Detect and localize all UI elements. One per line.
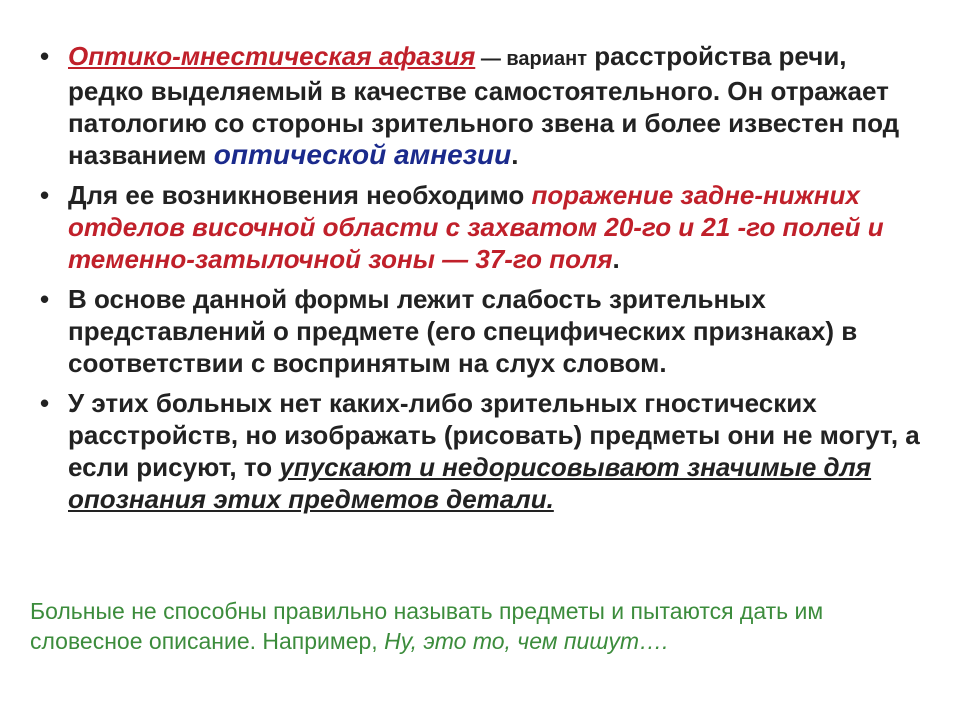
optical-amnesia-term: оптической амнезии: [213, 139, 512, 170]
bullet-item-3: [40, 283, 920, 379]
bullet-item-4: [40, 387, 920, 515]
bullet-list: [40, 40, 920, 523]
bullet-icon: •: [40, 180, 50, 210]
footer-text: Больные не способны правильно называть предметы и пытаются дать им словесное описание. Например,: [30, 598, 824, 654]
drawing-omission-text: упускают и недорисовывают значимые для опознания этих предметов детали.: [68, 452, 872, 514]
bullet-2-text: Для ее возникновения необходимо: [68, 180, 532, 210]
bullet-item-2: [40, 179, 920, 275]
dash-text: — вариант: [475, 48, 588, 70]
bullet-2-end: .: [612, 244, 620, 274]
term-title: Оптико-мнестическая афазия: [68, 41, 476, 71]
bullet-icon: •: [40, 41, 50, 71]
bullet-icon: •: [40, 284, 50, 314]
footer-example: Ну, это то, чем пишут….: [384, 628, 669, 654]
bullet-3-text: В основе данной формы лежит слабость зрительных представлений о предмете (его специфических признаках) в соответствии с воспринятым на слух словом.: [68, 284, 858, 378]
bullet-1-end: .: [511, 140, 519, 170]
bullet-1-text: расстройства речи, редко выделяемый в качестве самостоятельного. Он отражает патологию со стороны зрительного звена и более известен под названием: [68, 41, 900, 170]
bullet-icon: •: [40, 388, 50, 418]
lesion-location: поражение задне-нижних отделов височной области с захватом 20-го и 21 -го полей и теменно-затылочной зоны — 37-го поля: [68, 180, 884, 274]
bullet-item-1: [40, 40, 920, 171]
footer-note: [30, 596, 930, 656]
bullet-4-text: У этих больных нет каких-либо зрительных гностических расстройств, но изображать (рисовать) предметы они не могут, а если рисуют, то: [68, 388, 920, 482]
